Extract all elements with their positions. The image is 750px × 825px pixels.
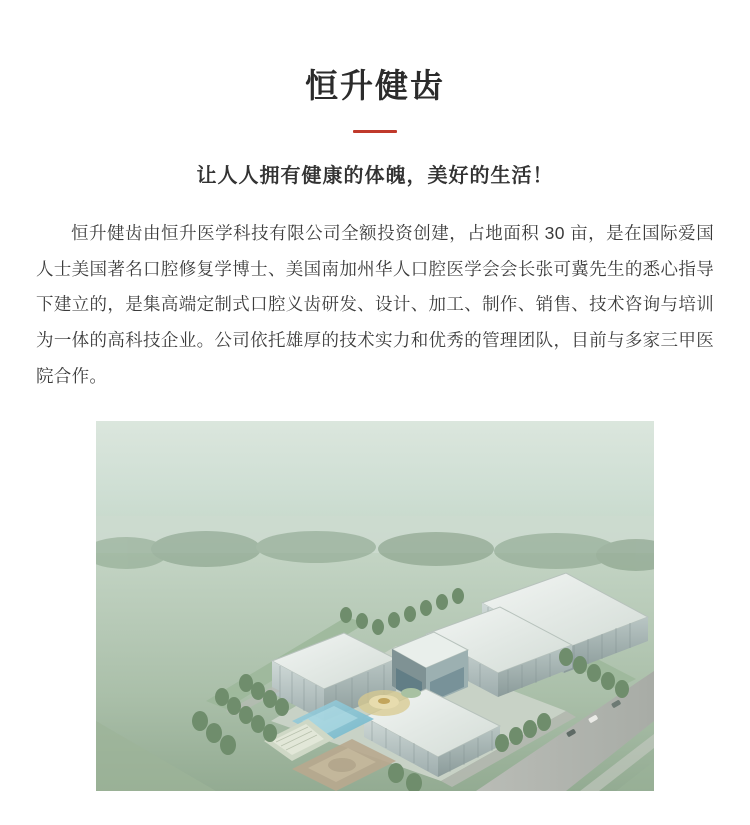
company-description-paragraph: 恒升健齿由恒升医学科技有限公司全额投资创建，占地面积 30 亩，是在国际爱国人士美国著名口腔修复学博士、美国南加州华人口腔医学会会长张可冀先生的悉心指导下建立的，是集高端定制式口腔义齿研发、设计、加工、制作、销售、技术咨询与培训为一体的高科技企业。公司依托雄厚的技术实力和优秀的管理团队，目前与多家三甲医院合作。: [36, 222, 714, 387]
page-subtitle: 让人人拥有健康的体魄，美好的生活！: [196, 164, 554, 187]
page-title: 恒升健齿: [305, 67, 445, 105]
campus-aerial-image: [96, 421, 654, 791]
article-page: [0, 22, 750, 825]
title-divider: [353, 130, 397, 133]
campus-aerial-illustration: [96, 421, 654, 791]
